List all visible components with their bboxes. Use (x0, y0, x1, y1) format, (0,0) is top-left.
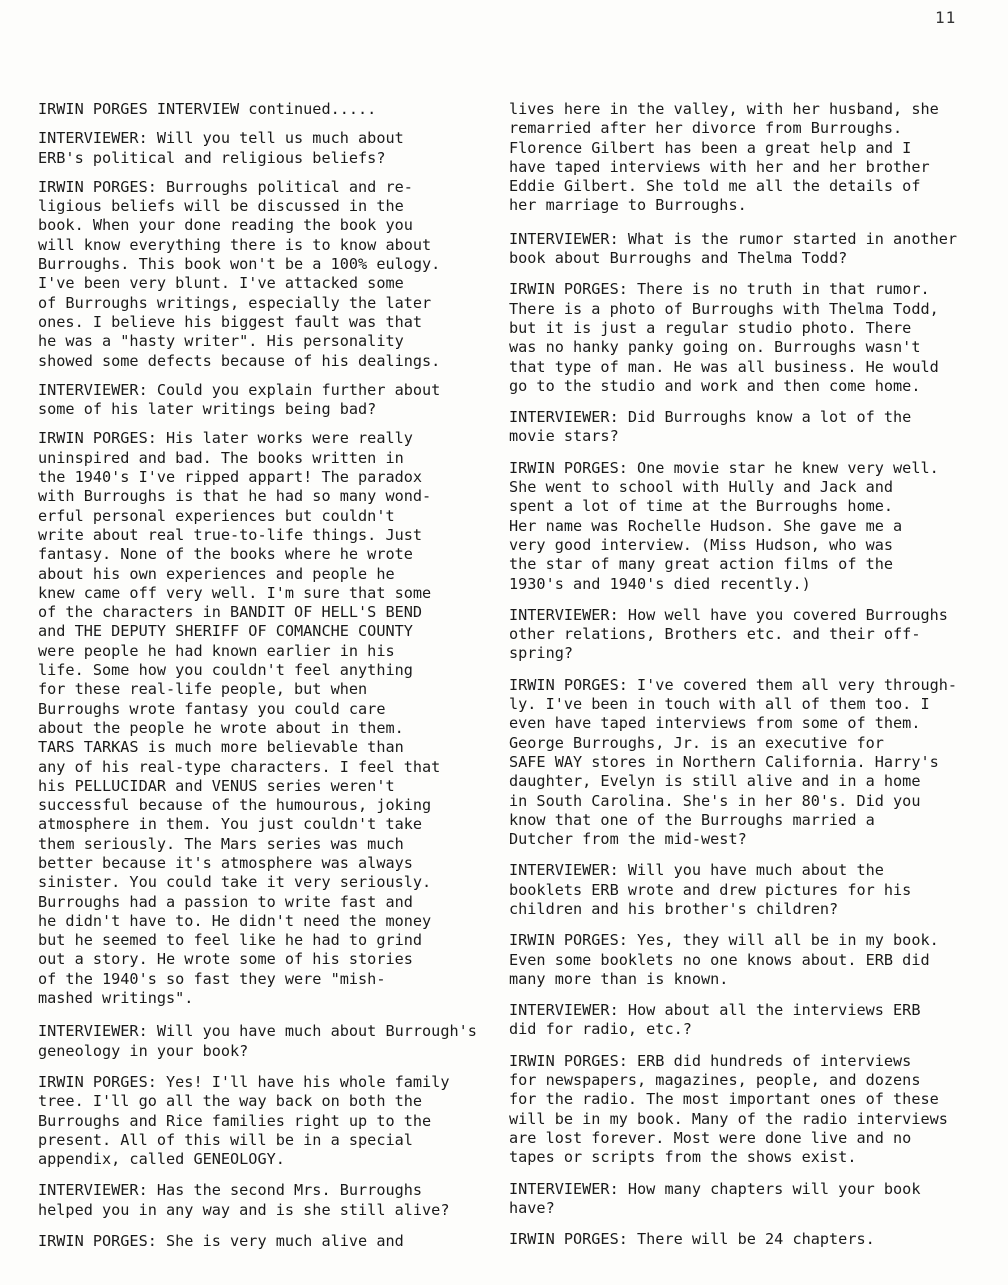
text-line: booklets ERB wrote and drew pictures for his (509, 880, 912, 899)
text-line: erful personal experiences but couldn't (38, 506, 395, 525)
text-line: INTERVIEWER: Has the second Mrs. Burroughs (38, 1181, 423, 1200)
text-line: write about real true-to-life things. Just (38, 525, 423, 544)
text-line: Dutcher from the mid-west? (509, 830, 747, 849)
paragraph (38, 178, 478, 371)
text-line: better because it's atmosphere was always (38, 853, 413, 872)
paragraph (509, 230, 989, 269)
text-line: of the 1940's so fast they were "mish- (38, 969, 386, 988)
text-line: showed some defects because of his dealings. (38, 351, 441, 370)
text-line: know that one of the Burroughs married a (509, 810, 875, 829)
text-line: ligious beliefs will be discussed in the (38, 197, 404, 216)
paragraph (38, 1073, 478, 1169)
text-line: successful because of the humourous, joking (38, 796, 432, 815)
text-line: with Burroughs is that he had so many wond- (38, 487, 432, 506)
paragraph (509, 931, 989, 989)
text-line: will know everything there is to know about (38, 235, 432, 254)
text-line: lives here in the valley, with her husband, she (509, 100, 939, 118)
text-line: IRWIN PORGES: Yes! I'll have his whole family (38, 1072, 450, 1091)
text-line: very good interview. (Miss Hudson, who was (509, 535, 894, 554)
text-line: will be in my book. Many of the radio interviews (509, 1109, 948, 1128)
text-line: Burroughs and Rice families right up to the (38, 1111, 432, 1130)
text-line: of Burroughs writings, especially the later (38, 293, 432, 312)
text-line: even have taped interviews from some of them. (509, 714, 921, 733)
text-line: about the people he wrote about in them. (38, 718, 404, 737)
text-line: INTERVIEWER: What is the rumor started in another (509, 229, 958, 248)
text-line: book. When your done reading the book you (38, 216, 413, 235)
text-line: them seriously. The Mars series was much (38, 834, 404, 853)
text-line: IRWIN PORGES: ERB did hundreds of interviews (509, 1051, 912, 1070)
text-line: geneology in your book? (38, 1041, 249, 1060)
text-line: he didn't have to. He didn't need the money (38, 911, 432, 930)
paragraph (38, 1181, 478, 1220)
text-line: IRWIN PORGES INTERVIEW continued..... (38, 100, 377, 118)
text-line: her marriage to Burroughs. (509, 196, 747, 215)
text-line: I've been very blunt. I've attacked some (38, 274, 404, 293)
text-line: Even some booklets no one knows about. ERB did (509, 950, 930, 969)
paragraph (509, 1230, 989, 1249)
text-line: the 1940's I've ripped appart! The paradox (38, 468, 423, 487)
text-line: ly. I've been in touch with all of them too. I (509, 695, 930, 714)
text-line: IRWIN PORGES: His later works were really (38, 429, 413, 448)
paragraph (509, 606, 989, 664)
paragraph (509, 1180, 989, 1219)
text-line: many more than is known. (509, 969, 729, 988)
text-line: ones. I believe his biggest fault was that (38, 312, 423, 331)
text-line: for the radio. The most important ones of these (509, 1090, 939, 1109)
text-line: have taped interviews with her and her brother (509, 157, 930, 176)
text-line: George Burroughs, Jr. is an executive for (509, 733, 884, 752)
text-line: SAFE WAY stores in Northern California. Harry's (509, 752, 939, 771)
text-line: appendix, called GENEOLOGY. (38, 1150, 285, 1169)
paragraph (509, 861, 989, 919)
paragraph (509, 100, 989, 216)
paragraph (509, 676, 989, 850)
paragraph (38, 381, 478, 420)
text-line: INTERVIEWER: Will you have much about Burrough's (38, 1022, 477, 1041)
text-line: Burroughs. This book won't be a 100% eulogy. (38, 255, 441, 274)
text-line: sinister. You could take it very seriously. (38, 873, 432, 892)
text-line: She went to school with Hully and Jack and (509, 478, 894, 497)
text-line: There is a photo of Burroughs with Thelma Todd, (509, 299, 939, 318)
text-line: of the characters in BANDIT OF HELL'S BEND (38, 603, 423, 622)
text-line: IRWIN PORGES: Yes, they will all be in my book. (509, 931, 939, 950)
text-line: IRWIN PORGES: There will be 24 chapters. (509, 1230, 875, 1249)
text-line: 1930's and 1940's died recently.) (509, 574, 811, 593)
text-line: INTERVIEWER: Could you explain further about (38, 380, 441, 399)
paragraph (38, 100, 478, 119)
text-line: he was a "hasty writer". His personality (38, 332, 404, 351)
text-line: that type of man. He was all business. He would (509, 357, 939, 376)
text-line: spent a lot of time at the Burroughs home. (509, 497, 894, 516)
text-line: remarried after her divorce from Burroughs. (509, 119, 903, 138)
text-line: helped you in any way and is she still alive? (38, 1200, 450, 1219)
left-column (38, 100, 478, 1259)
text-line: tapes or scripts from the shows exist. (509, 1148, 857, 1167)
text-line: but it is just a regular studio photo. There (509, 318, 912, 337)
text-line: INTERVIEWER: How many chapters will your book (509, 1179, 921, 1198)
text-line: his PELLUCIDAR and VENUS series weren't (38, 776, 395, 795)
text-line: IRWIN PORGES: Burroughs political and re- (38, 177, 413, 196)
text-line: tree. I'll go all the way back on both the (38, 1092, 423, 1111)
text-line: INTERVIEWER: Will you have much about the (509, 861, 884, 880)
text-line: was no hanky panky going on. Burroughs wasn't (509, 338, 921, 357)
text-line: for newspapers, magazines, people, and dozens (509, 1071, 921, 1090)
text-line: life. Some how you couldn't feel anything (38, 661, 413, 680)
paragraph (509, 408, 989, 447)
text-line: IRWIN PORGES: One movie star he knew very well. (509, 458, 939, 477)
text-line: IRWIN PORGES: There is no truth in that rumor. (509, 280, 930, 299)
text-line: atmosphere in them. You just couldn't take (38, 815, 423, 834)
text-line: INTERVIEWER: How about all the interviews ERB (509, 1001, 921, 1020)
text-line: uninspired and bad. The books written in (38, 448, 404, 467)
paragraph (38, 1022, 478, 1061)
text-line: out a story. He wrote some of his stories (38, 950, 413, 969)
paragraph (38, 129, 478, 168)
text-line: movie stars? (509, 427, 619, 446)
text-line: book about Burroughs and Thelma Todd? (509, 249, 848, 268)
text-line: but he seemed to feel like he had to grind (38, 931, 423, 950)
text-line: mashed writings". (38, 989, 194, 1008)
text-line: did for radio, etc.? (509, 1020, 692, 1039)
text-line: for these real-life people, but when (38, 680, 368, 699)
text-line: ERB's political and religious beliefs? (38, 148, 386, 167)
text-line: INTERVIEWER: Will you tell us much about (38, 129, 404, 148)
text-line: Burroughs had a passion to write fast and (38, 892, 413, 911)
text-line: go to the studio and work and then come home. (509, 376, 921, 395)
text-line: knew came off very well. I'm sure that some (38, 583, 432, 602)
text-line: the star of many great action films of the (509, 555, 894, 574)
text-line: about his own experiences and people he (38, 564, 395, 583)
text-line: TARS TARKAS is much more believable than (38, 738, 404, 757)
paragraph (509, 1052, 989, 1168)
text-line: were people he had known earlier in his (38, 641, 395, 660)
paragraph (509, 1001, 989, 1040)
text-line: Eddie Gilbert. She told me all the details of (509, 177, 921, 196)
text-line: and THE DEPUTY SHERIFF OF COMANCHE COUNTY (38, 622, 413, 641)
text-line: other relations, Brothers etc. and their off- (509, 625, 921, 644)
text-line: some of his later writings being bad? (38, 400, 377, 419)
paragraph (38, 1232, 478, 1251)
text-line: any of his real-type characters. I feel that (38, 757, 441, 776)
paragraph (509, 280, 989, 396)
text-line: Burroughs wrote fantasy you could care (38, 699, 386, 718)
paragraph (38, 429, 478, 1008)
text-line: children and his brother's children? (509, 899, 839, 918)
right-column (509, 100, 989, 1257)
paragraph (509, 459, 989, 594)
text-line: Her name was Rochelle Hudson. She gave me a (509, 516, 903, 535)
text-line: spring? (509, 644, 574, 663)
text-line: daughter, Evelyn is still alive and in a home (509, 772, 921, 791)
text-line: fantasy. None of the books where he wrote (38, 545, 413, 564)
text-line: Florence Gilbert has been a great help and I (509, 138, 912, 157)
text-line: present. All of this will be in a special (38, 1130, 413, 1149)
text-line: have? (509, 1198, 555, 1217)
text-line: IRWIN PORGES: She is very much alive and (38, 1232, 404, 1251)
text-line: IRWIN PORGES: I've covered them all very through- (509, 675, 958, 694)
text-line: are lost forever. Most were done live and no (509, 1128, 912, 1147)
text-line: INTERVIEWER: How well have you covered Burroughs (509, 605, 948, 624)
page-number: 11 (935, 8, 957, 27)
text-line: INTERVIEWER: Did Burroughs know a lot of the (509, 408, 912, 427)
text-line: in South Carolina. She's in her 80's. Did you (509, 791, 921, 810)
